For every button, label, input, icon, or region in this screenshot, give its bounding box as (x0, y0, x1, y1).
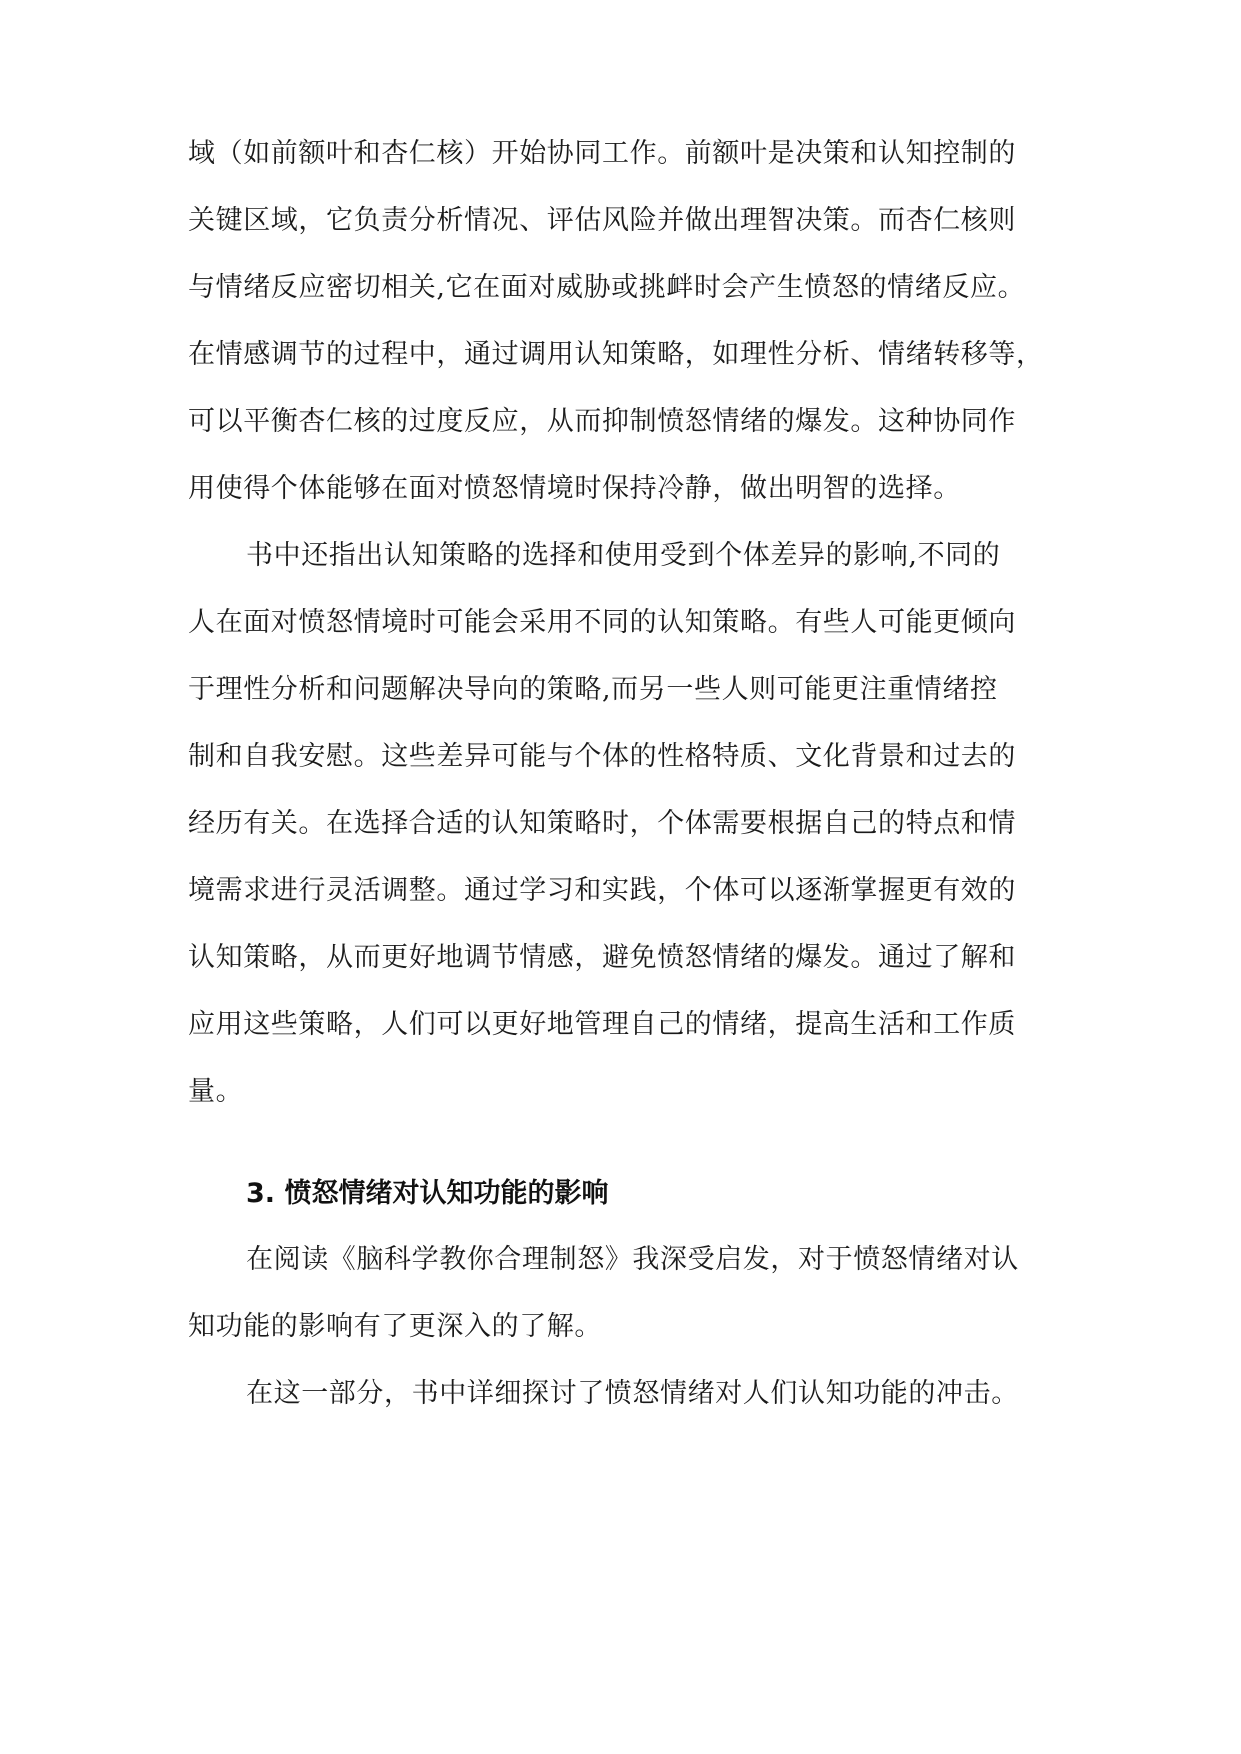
paragraph-2-line-6: 境需求进行灵活调整。通过学习和实践，个体可以逐渐掌握更有效的 (188, 875, 1016, 906)
paragraph-2-line-2: 人在面对愤怒情境时可能会采用不同的认知策略。有些人可能更倾向 (188, 607, 1016, 638)
paragraph-2-line-1: 书中还指出认知策略的选择和使用受到个体差异的影响,不同的 (246, 540, 1001, 571)
paragraph-2-line-8: 应用这些策略，人们可以更好地管理自己的情绪，提高生活和工作质 (188, 1009, 1016, 1040)
paragraph-1-line-1: 域（如前额叶和杏仁核）开始协同工作。前额叶是决策和认知控制的 (188, 138, 1016, 169)
section-heading: 3. 愤怒情绪对认知功能的影响 (246, 1178, 609, 1209)
paragraph-1-line-2: 关键区域，它负责分析情况、评估风险并做出理智决策。而杏仁核则 (188, 205, 1016, 236)
paragraph-2-line-3: 于理性分析和问题解决导向的策略,而另一些人则可能更注重情绪控 (188, 674, 998, 705)
paragraph-1-line-6: 用使得个体能够在面对愤怒情境时保持冷静，做出明智的选择。 (188, 473, 961, 504)
paragraph-4-line-1: 在这一部分，书中详细探讨了愤怒情绪对人们认知功能的冲击。 (246, 1378, 1019, 1409)
paragraph-1-line-5: 可以平衡杏仁核的过度反应，从而抑制愤怒情绪的爆发。这种协同作 (188, 406, 1016, 437)
paragraph-1-line-4: 在情感调节的过程中，通过调用认知策略，如理性分析、情绪转移等， (188, 339, 1044, 370)
paragraph-3-line-2: 知功能的影响有了更深入的了解。 (188, 1311, 602, 1342)
paragraph-2-line-7: 认知策略，从而更好地调节情感，避免愤怒情绪的爆发。通过了解和 (188, 942, 1016, 973)
paragraph-3-line-1: 在阅读《脑科学教你合理制怒》我深受启发，对于愤怒情绪对认 (246, 1244, 1019, 1275)
paragraph-2-line-9: 量。 (188, 1076, 244, 1107)
paragraph-2-line-4: 制和自我安慰。这些差异可能与个体的性格特质、文化背景和过去的 (188, 741, 1016, 772)
paragraph-1-line-3: 与情绪反应密切相关,它在面对威胁或挑衅时会产生愤怒的情绪反应。 (188, 272, 1026, 303)
paragraph-2-line-5: 经历有关。在选择合适的认知策略时，个体需要根据自己的特点和情 (188, 808, 1016, 839)
